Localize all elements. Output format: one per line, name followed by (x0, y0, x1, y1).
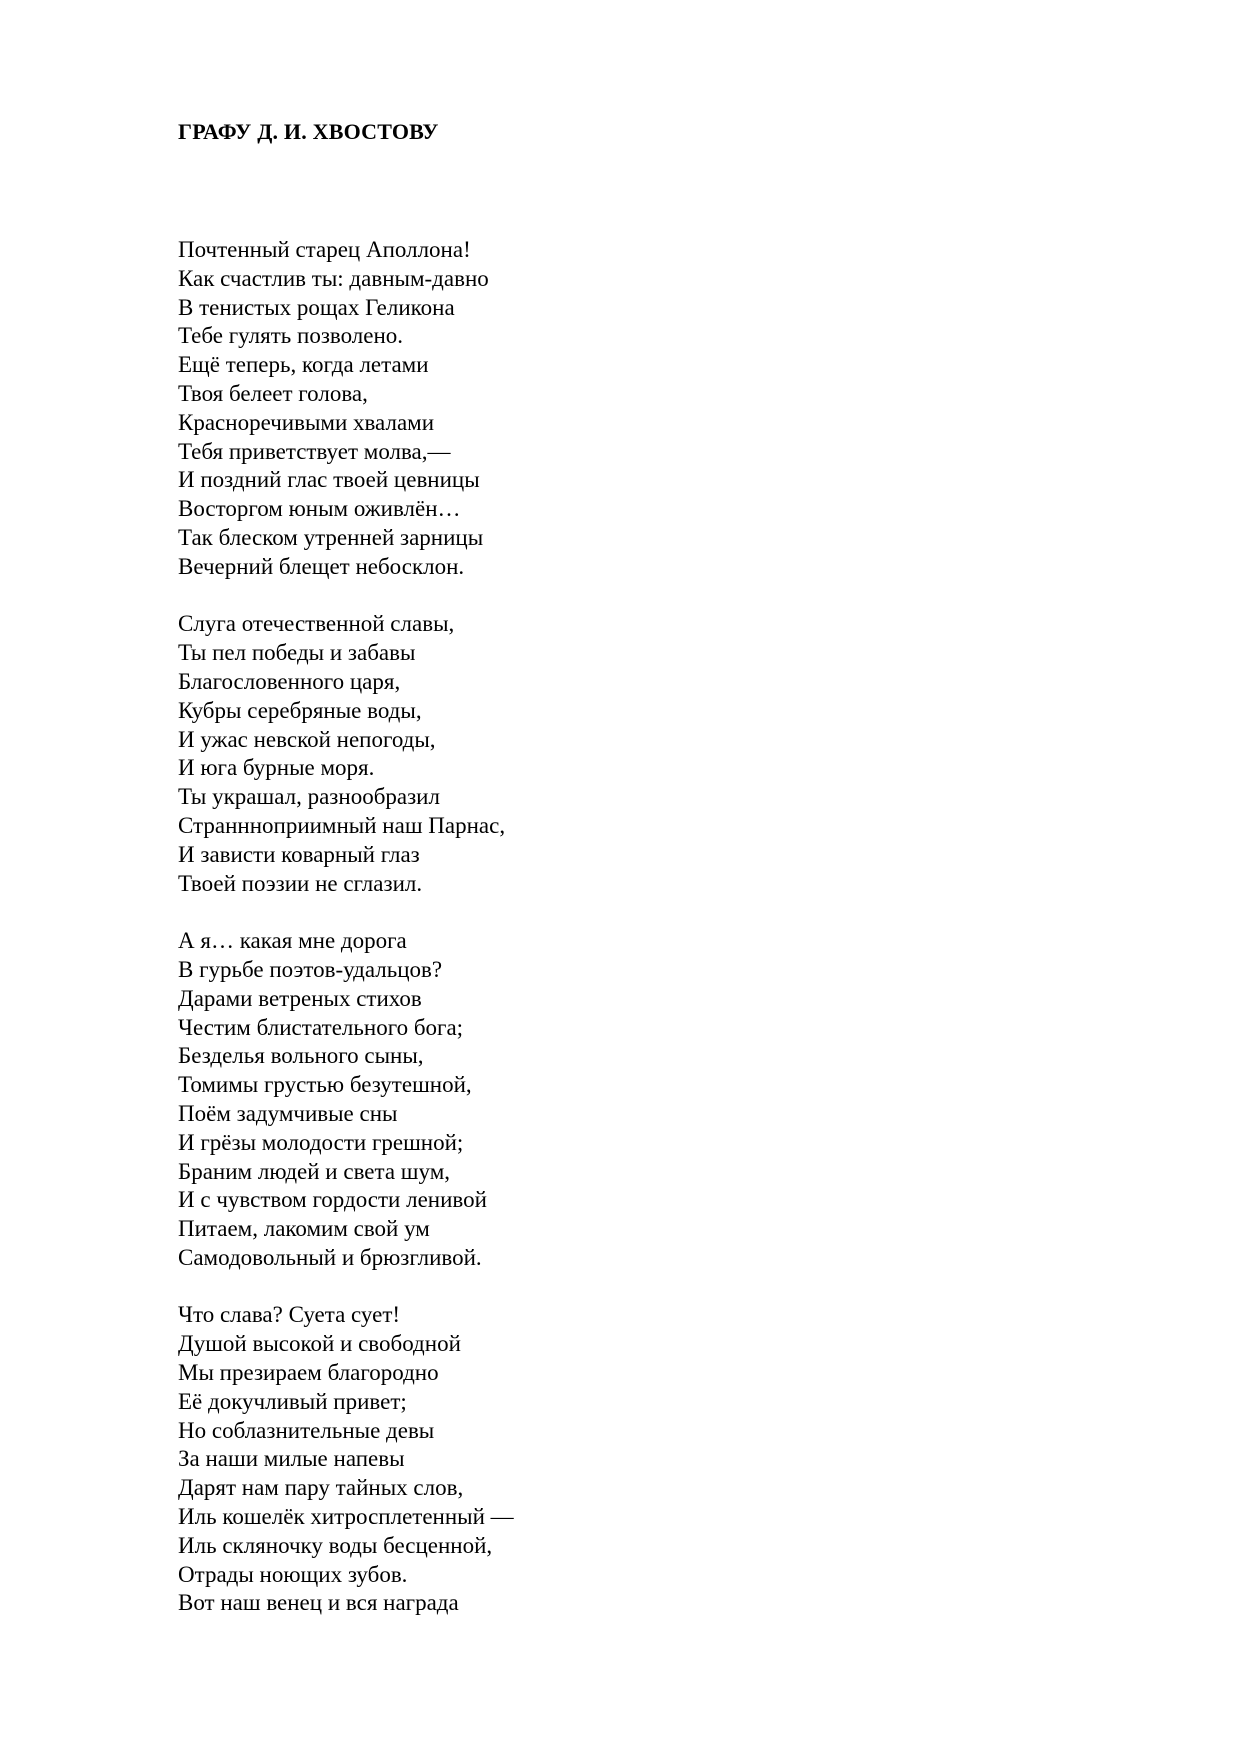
poem-line: Вечерний блещет небосклон. (178, 553, 465, 579)
poem-line: Страннноприимный наш Парнас, (178, 812, 506, 838)
poem-line: Дарами ветреных стихов (178, 985, 422, 1011)
poem-line: Браним людей и света шум, (178, 1158, 451, 1184)
poem-line: В тенистых рощах Геликона (178, 294, 455, 320)
stanza (178, 236, 1078, 582)
poem-line: Почтенный старец Аполлона! (178, 237, 471, 262)
poem-line: А я… какая мне дорога (178, 928, 407, 954)
poem-line: Что слава? Суета сует! (178, 1302, 401, 1328)
stanza (178, 1301, 1078, 1618)
poem-line: И с чувством гордости ленивой (178, 1187, 487, 1213)
poem-line: Иль кошелёк хитросплетенный — (178, 1504, 514, 1530)
poem-line: Безделья вольного сыны, (178, 1043, 424, 1069)
stanza (178, 927, 1078, 1273)
poem-line: И поздний глас твоей цевницы (178, 467, 480, 493)
poem-line: Вот наш венец и вся награда (178, 1590, 459, 1616)
poem-line: Честим блистательного бога; (178, 1014, 464, 1040)
poem-line: В гурьбе поэтов-удальцов? (178, 956, 443, 982)
poem-line: Дарят нам пару тайных слов, (178, 1475, 464, 1501)
poem-line: Душой высокой и свободной (178, 1331, 461, 1357)
poem-line: Томимы грустью безутешной, (178, 1072, 472, 1098)
poem-line: Ещё теперь, когда летами (178, 352, 429, 378)
poem-line: Её докучливый привет; (178, 1388, 407, 1414)
poem-line: Слуга отечественной славы, (178, 611, 455, 637)
poem-line: Но соблазнительные девы (178, 1417, 435, 1443)
poem-line: Тебя приветствует молва,— (178, 438, 451, 464)
poem-line: Самодовольный и брюзгливой. (178, 1244, 482, 1270)
poem-line: И юга бурные моря. (178, 755, 375, 781)
poem-line: Благословенного царя, (178, 668, 401, 694)
poem-line: Твоей поэзии не сглазил. (178, 870, 423, 896)
poem-line: И зависти коварный глаз (178, 841, 420, 867)
poem-body (178, 236, 1078, 1618)
poem-line: Так блеском утренней зарницы (178, 524, 484, 550)
poem-title: ГРАФУ Д. И. ХВОСТОВУ (178, 119, 439, 144)
poem-line: Мы презираем благородно (178, 1360, 439, 1386)
poem-line: И ужас невской непогоды, (178, 726, 436, 752)
poem-line: За наши милые напевы (178, 1446, 405, 1472)
poem-line: Ты пел победы и забавы (178, 640, 416, 666)
poem-line: Как счастлив ты: давным-давно (178, 265, 489, 291)
poem-line: И грёзы молодости грешной; (178, 1129, 464, 1155)
poem-line: Поём задумчивые сны (178, 1100, 398, 1126)
stanza (178, 610, 1078, 898)
poem-line: Ты украшал, разнообразил (178, 784, 440, 810)
poem-line: Отрады ноющих зубов. (178, 1561, 408, 1587)
poem-line: Кубры серебряные воды, (178, 697, 422, 723)
poem-line: Твоя белеет голова, (178, 380, 368, 406)
poem-line: Красноречивыми хвалами (178, 409, 435, 435)
poem-line: Питаем, лакомим свой ум (178, 1216, 430, 1242)
poem-line: Иль скляночку воды бесценной, (178, 1532, 493, 1558)
poem-line: Восторгом юным оживлён… (178, 496, 461, 522)
poem-line: Тебе гулять позволено. (178, 323, 404, 349)
